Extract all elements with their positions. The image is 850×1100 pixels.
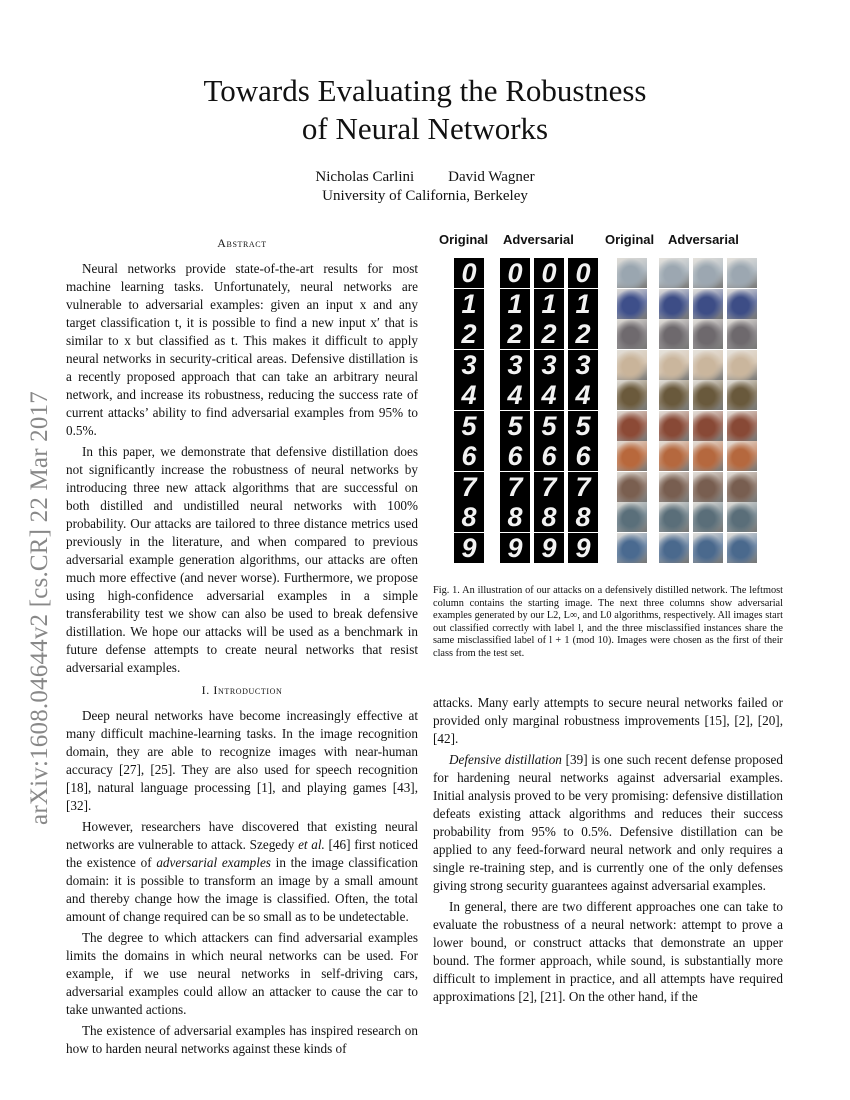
- cifar-adversarial-image: [693, 258, 723, 288]
- left-column: [66, 234, 418, 1061]
- mnist-adversarial-image: [534, 472, 564, 502]
- digit-glyph: 9: [507, 532, 523, 563]
- digit-glyph: 0: [461, 258, 477, 288]
- mnist-adversarial-image: [500, 380, 530, 410]
- digit-glyph: 4: [461, 380, 477, 410]
- mnist-adversarial-image: [568, 411, 598, 441]
- digit-glyph: 4: [541, 380, 557, 410]
- author-name: Nicholas Carlini: [315, 169, 415, 185]
- body-paragraph: The existence of adversarial examples has inspired research on how to harden neural networks against these kinds of: [66, 1023, 418, 1056]
- cifar-adversarial-image: [659, 502, 689, 532]
- cifar-adversarial-image: [693, 289, 723, 319]
- digit-glyph: 6: [461, 441, 477, 471]
- mnist-adversarial-image: [568, 350, 598, 380]
- title-line-2: of Neural Networks: [301, 111, 549, 146]
- cifar-adversarial-image: [727, 380, 757, 410]
- digit-glyph: 5: [575, 410, 591, 441]
- digit-glyph: 9: [461, 532, 477, 563]
- cifar-adversarial-image: [727, 350, 757, 380]
- digit-glyph: 5: [507, 410, 523, 441]
- cifar-adversarial-image: [693, 380, 723, 410]
- right-column: [433, 694, 783, 1009]
- introduction-heading: I. Introduction: [201, 683, 283, 697]
- digit-glyph: 6: [507, 441, 523, 471]
- author-name: David Wagner: [448, 169, 535, 185]
- body-paragraph: The degree to which attackers can find adversarial examples limits the domains in which neural networks can be used. For example, if we use neural networks in self-driving cars, adversarial examples could allow an attacker to cause the car to take unwanted actions.: [66, 930, 418, 1017]
- cifar-adversarial-image: [693, 441, 723, 471]
- cifar-adversarial-image: [693, 411, 723, 441]
- figure-header-adversarial: Adversarial: [503, 232, 574, 247]
- mnist-adversarial-image: [534, 350, 564, 380]
- digit-glyph: 3: [541, 349, 557, 380]
- mnist-adversarial-image: [500, 411, 530, 441]
- mnist-adversarial-image: [534, 289, 564, 319]
- digit-glyph: 0: [575, 258, 591, 288]
- mnist-adversarial-image: [568, 258, 598, 288]
- arxiv-stamp-column: [14, 288, 66, 928]
- digit-glyph: 1: [575, 288, 591, 319]
- body-paragraph: However, researchers have discovered that existing neural networks are vulnerable to attack. Szegedy et al. [46] first noticed the existence of adversarial examples in the image classification domain: it is possible to transform an image by a small amount and thereby change how the image is classified. Often, the total amount of change required can be so small as to be undetectable.: [66, 819, 418, 924]
- title-line-1: Towards Evaluating the Robustness: [203, 73, 647, 108]
- digit-glyph: 1: [541, 288, 557, 319]
- figure-header-original: Original: [439, 232, 489, 247]
- mnist-adversarial-image: [500, 319, 530, 349]
- abstract-paragraph: Neural networks provide state-of-the-art results for most machine learning tasks. Unfortunately, neural networks are vulnerable to adversarial examples: given an input x and any target classification t, it is possible to find a new input x′ that is similar to x but classified as t. This makes it difficult to apply neural networks in security-critical areas. Defensive distillation is a recently proposed approach that can take an arbitrary neural network, and increase its robustness, reducing the success rate of current attacks’ ability to find adversarial examples from 95% to 0.5%.: [66, 261, 418, 438]
- cifar-adversarial-image: [659, 533, 689, 563]
- cifar-original-image: [617, 258, 647, 288]
- cifar-original-image: [617, 380, 647, 410]
- mnist-adversarial-image: [500, 258, 530, 288]
- digit-glyph: 2: [541, 319, 557, 349]
- digit-glyph: 8: [507, 502, 523, 532]
- cifar-adversarial-image: [727, 441, 757, 471]
- cifar-adversarial-image: [727, 319, 757, 349]
- cifar-original-image: [617, 472, 647, 502]
- mnist-adversarial-image: [500, 502, 530, 532]
- mnist-adversarial-image: [500, 289, 530, 319]
- cifar-adversarial-image: [659, 289, 689, 319]
- digit-glyph: 8: [541, 502, 557, 532]
- mnist-adversarial-image: [500, 472, 530, 502]
- cifar-original-image: [617, 289, 647, 319]
- mnist-adversarial-image: [568, 533, 598, 563]
- cifar-adversarial-image: [659, 472, 689, 502]
- body-paragraph: In general, there are two different approaches one can take to evaluate the robustness of a neural network: attempt to prove a lower bound, or construct attacks that demonstrate an upper bound. The former approach, while sound, is substantially more difficult to implement in practice, and all attempts have required approximations [2], [21]. On the other hand, if the: [433, 899, 783, 1004]
- mnist-adversarial-image: [500, 441, 530, 471]
- cifar-adversarial-image: [693, 319, 723, 349]
- cifar-adversarial-image: [727, 289, 757, 319]
- mnist-original-image: [454, 258, 484, 288]
- mnist-adversarial-image: [534, 502, 564, 532]
- cifar-original-image: [617, 350, 647, 380]
- mnist-original-image: [454, 472, 484, 502]
- digit-glyph: 8: [461, 502, 477, 532]
- mnist-original-image: [454, 350, 484, 380]
- digit-glyph: 2: [507, 319, 523, 349]
- digit-glyph: 2: [461, 319, 477, 349]
- mnist-adversarial-image: [568, 472, 598, 502]
- mnist-adversarial-image: [534, 319, 564, 349]
- digit-glyph: 3: [575, 349, 591, 380]
- cifar-adversarial-image: [727, 411, 757, 441]
- body-paragraph: Defensive distillation [39] is one such recent defense proposed for hardening neural networks against adversarial examples. Initial analysis proved to be very promising: defensive distillation defeats existing attack algorithms and reduces their success probability from 95% to 0.5%. Defensive distillation can be applied to any feed-forward neural network and only requires a single re-training step, and is currently one of the only defenses giving strong security guarantees against adversarial examples.: [433, 752, 783, 893]
- digit-glyph: 9: [541, 532, 557, 563]
- cifar-adversarial-image: [659, 441, 689, 471]
- mnist-adversarial-image: [568, 502, 598, 532]
- cifar-original-image: [617, 502, 647, 532]
- affiliation: University of California, Berkeley: [322, 188, 528, 204]
- abstract-heading: Abstract: [217, 236, 267, 250]
- mnist-adversarial-image: [534, 441, 564, 471]
- body-paragraph: attacks. Many early attempts to secure neural networks failed or provided only marginal robustness improvements [15], [2], [20], [42].: [433, 695, 783, 746]
- digit-glyph: 7: [575, 471, 591, 502]
- cifar-original-image: [617, 319, 647, 349]
- cifar-adversarial-image: [659, 411, 689, 441]
- mnist-adversarial-image: [534, 533, 564, 563]
- mnist-adversarial-image: [534, 380, 564, 410]
- mnist-adversarial-image: [534, 258, 564, 288]
- cifar-adversarial-image: [659, 319, 689, 349]
- cifar-original-image: [617, 441, 647, 471]
- digit-glyph: 3: [461, 349, 477, 380]
- cifar-adversarial-image: [727, 533, 757, 563]
- digit-glyph: 9: [575, 532, 591, 563]
- figure-caption: Fig. 1. An illustration of our attacks on a defensively distilled network. The leftmost column contains the starting image. The next three columns show adversarial examples generated by our L2, L∞, and L0 algorithms, respectively. All images start out classified correctly with label l, and the three misclassified instances share the same misclassified label of l + 1 (mod 10). Images were chosen as the first of their class from the test set.: [433, 585, 783, 659]
- cifar-adversarial-image: [693, 502, 723, 532]
- digit-glyph: 6: [541, 441, 557, 471]
- emphasis: adversarial examples: [156, 855, 271, 870]
- mnist-original-image: [454, 441, 484, 471]
- digit-glyph: 3: [507, 349, 523, 380]
- cifar-adversarial-image: [659, 350, 689, 380]
- cifar-adversarial-image: [693, 533, 723, 563]
- digit-glyph: 7: [507, 471, 523, 502]
- digit-glyph: 5: [541, 410, 557, 441]
- cifar-adversarial-image: [659, 258, 689, 288]
- digit-glyph: 4: [507, 380, 523, 410]
- figure-header-original: Original: [605, 232, 655, 247]
- emphasis: et al.: [298, 837, 325, 852]
- cifar-adversarial-image: [659, 380, 689, 410]
- digit-glyph: 0: [507, 258, 523, 288]
- mnist-original-image: [454, 380, 484, 410]
- cifar-adversarial-image: [727, 502, 757, 532]
- mnist-original-image: [454, 502, 484, 532]
- digit-glyph: 1: [461, 288, 477, 319]
- arxiv-stamp: arXiv:1608.04644v2 [cs.CR] 22 Mar 2017: [26, 391, 53, 825]
- cifar-original-image: [617, 411, 647, 441]
- abstract-paragraph: In this paper, we demonstrate that defensive distillation does not significantly increase the robustness of neural networks by introducing three new attack algorithms that are successful on both distilled and undistilled neural networks with 100% probability. Our attacks are tailored to three distance metrics used previously in the literature, and when compared to previous adversarial example generation algorithms, our attacks are often much more effective (and never worse). Furthermore, we propose using high-confidence adversarial examples in a simple transferability test we show can also be used to break defensive distillation. We hope our attacks will be used as a benchmark in future defense attempts to create neural networks that resist adversarial examples.: [66, 444, 418, 675]
- body-paragraph: Deep neural networks have become increasingly effective at many difficult machine-learning tasks. In the image recognition domain, they are able to recognize images with near-human accuracy [27], [25]. They are also used for speech recognition [18], natural language processing [1], and playing games [43], [32].: [66, 708, 418, 813]
- author-block: [0, 168, 850, 206]
- digit-glyph: 5: [461, 410, 477, 441]
- mnist-original-image: [454, 411, 484, 441]
- figure-header-adversarial: Adversarial: [668, 232, 739, 247]
- cifar-adversarial-image: [727, 472, 757, 502]
- digit-glyph: 1: [507, 288, 523, 319]
- mnist-original-image: [454, 319, 484, 349]
- digit-glyph: 6: [575, 441, 591, 471]
- digit-glyph: 7: [541, 471, 557, 502]
- figure-1: [437, 232, 785, 572]
- mnist-adversarial-image: [500, 533, 530, 563]
- mnist-adversarial-image: [568, 441, 598, 471]
- cifar-adversarial-image: [693, 472, 723, 502]
- emphasis: Defensive distillation: [449, 752, 562, 767]
- cifar-adversarial-image: [693, 350, 723, 380]
- paper-title: [0, 72, 850, 148]
- mnist-original-image: [454, 289, 484, 319]
- digit-glyph: 2: [575, 319, 591, 349]
- mnist-adversarial-image: [568, 380, 598, 410]
- digit-glyph: 7: [461, 471, 477, 502]
- cifar-adversarial-image: [727, 258, 757, 288]
- digit-glyph: 8: [575, 502, 591, 532]
- cifar-original-image: [617, 533, 647, 563]
- mnist-original-image: [454, 533, 484, 563]
- mnist-adversarial-image: [534, 411, 564, 441]
- digit-glyph: 0: [541, 258, 557, 288]
- mnist-adversarial-image: [568, 289, 598, 319]
- mnist-adversarial-image: [500, 350, 530, 380]
- mnist-adversarial-image: [568, 319, 598, 349]
- digit-glyph: 4: [575, 380, 591, 410]
